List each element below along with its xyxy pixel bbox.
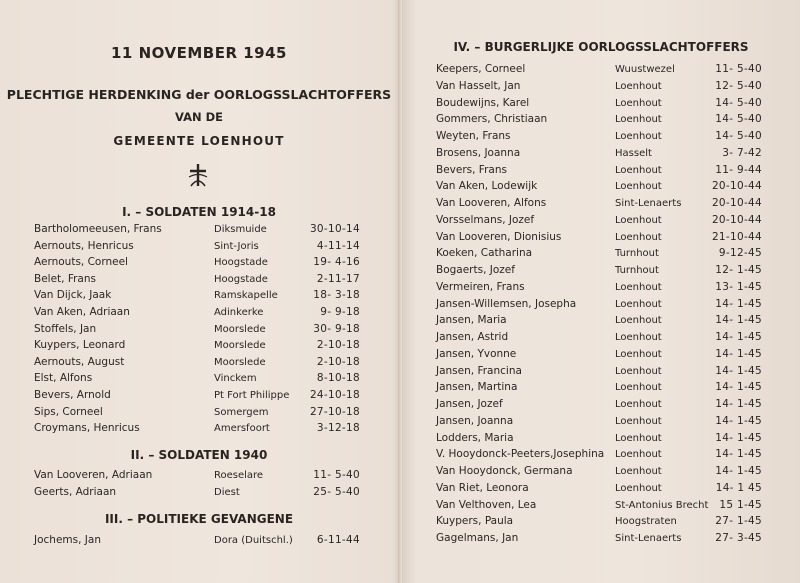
list-row: [402, 513, 800, 530]
list-row: [402, 245, 800, 262]
place-name: Turnhout: [615, 248, 659, 260]
person-name: Jansen, Francina: [436, 364, 522, 377]
person-name: Sips, Corneel: [34, 405, 103, 418]
person-name: Van Looveren, Alfons: [436, 197, 547, 209]
section-title-burgerlijke: IV. – BURGERLIJKE OORLOGSSLACHTOFFERS: [453, 40, 749, 54]
death-date: 14- 5-40: [715, 96, 762, 109]
place-name: Loenhout: [615, 315, 662, 327]
death-date: 4-11-14: [316, 239, 360, 252]
death-date: 27-10-18: [309, 405, 360, 418]
list-row: [0, 238, 398, 255]
death-date: 6-11-44: [316, 534, 360, 546]
death-date: 15 1-45: [719, 498, 762, 511]
death-date: 11- 5-40: [313, 469, 360, 481]
list-row: [402, 128, 800, 145]
death-date: 12- 5-40: [715, 79, 762, 92]
death-date: 13- 1-45: [715, 280, 762, 293]
death-date: 3- 7-42: [722, 146, 762, 159]
person-name: Jansen, Maria: [436, 314, 507, 327]
death-date: 27- 3-45: [715, 532, 762, 544]
card-date: 11 NOVEMBER 1945: [111, 44, 287, 62]
person-name: Geerts, Adriaan: [34, 485, 117, 498]
place-name: Loenhout: [615, 214, 662, 226]
place-name: Sint-Lenaerts: [615, 198, 682, 209]
list-row: [402, 78, 800, 95]
person-name: Bevers, Frans: [436, 163, 507, 176]
death-date: 30-10-14: [309, 223, 360, 235]
list-row: [402, 413, 800, 430]
person-name: V. Hooydonck-Peeters,Josephina: [436, 448, 605, 461]
death-date: 3-12-18: [316, 422, 360, 435]
list-row: [402, 262, 800, 279]
person-name: Van Looveren, Dionisius: [436, 230, 562, 243]
person-name: Koeken, Catharina: [436, 247, 533, 260]
place-name: Moorslede: [214, 323, 266, 335]
list-row: [0, 271, 398, 288]
death-date: 20-10-44: [711, 180, 762, 193]
list-row: [402, 530, 800, 547]
place-name: Hoogstraten: [615, 516, 677, 528]
list-row: [0, 321, 398, 338]
death-date: 30- 9-18: [313, 322, 360, 335]
place-name: Loenhout: [615, 97, 662, 109]
place-name: Loenhout: [615, 281, 662, 293]
person-name: Van Hooydonck, Germana: [436, 465, 573, 477]
death-date: 14- 1-45: [715, 364, 762, 377]
place-name: Wuustwezel: [615, 64, 675, 75]
list-row: [402, 396, 800, 413]
death-date: 14- 1-45: [715, 331, 762, 343]
left-page: [0, 0, 398, 583]
person-name: Van Dijck, Jaak: [34, 289, 112, 302]
list-row: [0, 354, 398, 371]
municipality-title: GEMEENTE LOENHOUT: [113, 134, 285, 148]
death-date: 18- 3-18: [313, 289, 360, 302]
death-date: 14- 5-40: [715, 113, 762, 126]
person-name: Aernouts, August: [34, 355, 125, 368]
list-row: [402, 95, 800, 112]
death-date: 8-10-18: [316, 372, 360, 385]
list-row: [402, 178, 800, 195]
list-row: [0, 337, 398, 354]
death-date: 14- 5-40: [715, 130, 762, 142]
person-name: Bevers, Arnold: [34, 389, 111, 401]
death-date: 2-10-18: [316, 339, 360, 352]
person-name: Belet, Frans: [34, 272, 96, 285]
list-row: [402, 430, 800, 447]
person-name: Jansen-Willemsen, Josepha: [436, 297, 577, 310]
person-name: Kuypers, Leonard: [34, 339, 126, 352]
list-row: [402, 346, 800, 363]
list-row: [402, 497, 800, 514]
death-date: 20-10-44: [711, 197, 762, 209]
place-name: Loenhout: [615, 348, 662, 360]
list-row: [402, 463, 800, 480]
person-name: Jansen, Joanna: [436, 414, 514, 427]
place-name: Roeselare: [214, 470, 264, 481]
place-name: Loenhout: [615, 114, 662, 126]
place-name: Loenhout: [615, 365, 662, 377]
place-name: Loenhout: [615, 399, 662, 410]
place-name: Moorslede: [214, 340, 266, 352]
person-name: Kuypers, Paula: [436, 515, 514, 528]
person-name: Jansen, Martina: [436, 381, 518, 394]
person-name: Van Aken, Adriaan: [34, 306, 130, 318]
place-name: Dora (Duitschl.): [214, 535, 293, 546]
place-name: Diest: [214, 486, 240, 498]
death-date: 12- 1-45: [715, 264, 762, 276]
person-name: Aernouts, Henricus: [34, 239, 134, 252]
list-row: [0, 532, 398, 549]
right-page: [402, 0, 800, 583]
section-title-soldaten-1940: II. – SOLDATEN 1940: [130, 448, 268, 462]
list-row: [402, 162, 800, 179]
death-date: 14- 1-45: [715, 297, 762, 310]
list-row: [402, 61, 800, 78]
card-subtitle: VAN DE: [174, 110, 224, 124]
person-name: Van Riet, Leonora: [436, 481, 529, 494]
list-row: [0, 484, 398, 501]
list-row: [402, 379, 800, 396]
death-date: 14- 1-45: [715, 448, 762, 461]
place-name: St-Antonius Brecht: [615, 499, 709, 511]
place-name: Hoogstade: [214, 273, 268, 285]
list-row: [402, 480, 800, 497]
list-row: [402, 229, 800, 246]
section-title-politieke: III. – POLITIEKE GEVANGENE: [104, 512, 294, 526]
death-date: 21-10-44: [711, 230, 762, 243]
place-name: Loenhout: [615, 164, 662, 176]
place-name: Loenhout: [615, 415, 662, 427]
person-name: Vorsselmans, Jozef: [436, 213, 535, 226]
place-name: Moorslede: [214, 356, 266, 368]
place-name: Turnhout: [615, 265, 659, 276]
person-name: Keepers, Corneel: [436, 63, 526, 75]
person-name: Elst, Alfons: [34, 372, 93, 385]
death-date: 14- 1-45: [715, 431, 762, 444]
person-name: Brosens, Joanna: [436, 146, 521, 159]
list-row: [402, 145, 800, 162]
death-date: 14- 1-45: [715, 347, 762, 360]
place-name: Loenhout: [615, 332, 662, 343]
death-date: 14- 1 45: [715, 481, 762, 494]
place-name: Loenhout: [615, 449, 662, 461]
place-name: Sint-Lenaerts: [615, 533, 682, 544]
place-name: Somergem: [214, 406, 269, 418]
list-row: [402, 363, 800, 380]
place-name: Vinckem: [214, 373, 257, 385]
person-name: Gagelmans, Jan: [436, 532, 519, 544]
death-date: 14- 1-45: [715, 414, 762, 427]
death-date: 9-12-45: [718, 247, 762, 260]
section-title-soldaten-1914: I. – SOLDATEN 1914-18: [122, 205, 276, 219]
person-name: Van Hasselt, Jan: [436, 79, 521, 92]
place-name: Loenhout: [615, 482, 662, 494]
list-row: [402, 312, 800, 329]
death-date: 14- 1-45: [715, 465, 762, 477]
person-name: Boudewijns, Karel: [436, 96, 530, 109]
list-row: [0, 387, 398, 404]
place-name: Sint-Joris: [214, 240, 259, 252]
person-name: Bogaerts, Jozef: [436, 264, 515, 276]
death-date: 11- 9-44: [715, 163, 762, 176]
list-row: [0, 370, 398, 387]
person-name: Van Aken, Lodewijk: [436, 180, 538, 193]
death-date: 14- 1-45: [715, 381, 762, 394]
person-name: Gommers, Christiaan: [436, 113, 548, 126]
list-row: [0, 221, 398, 238]
place-name: Loenhout: [615, 432, 662, 444]
list-row: [0, 304, 398, 321]
place-name: Loenhout: [615, 231, 662, 243]
list-row: [0, 254, 398, 271]
cross-emblem-icon: [185, 162, 211, 188]
place-name: Ramskapelle: [214, 290, 278, 302]
person-name: Van Velthoven, Lea: [436, 498, 537, 511]
list-row: [0, 404, 398, 421]
person-name: Jansen, Jozef: [436, 398, 503, 410]
list-row: [402, 212, 800, 229]
list-row: [402, 111, 800, 128]
list-row: [0, 420, 398, 437]
person-name: Aernouts, Corneel: [34, 256, 128, 269]
list-row: [402, 329, 800, 346]
list-row: [402, 446, 800, 463]
place-name: Pt Fort Philippe: [214, 390, 290, 401]
place-name: Loenhout: [615, 80, 662, 92]
place-name: Diksmuide: [214, 224, 267, 235]
list-row: [0, 467, 398, 484]
death-date: 24-10-18: [309, 389, 360, 401]
person-name: Vermeiren, Frans: [436, 280, 525, 293]
person-name: Stoffels, Jan: [34, 322, 97, 335]
place-name: Hasselt: [615, 147, 652, 159]
death-date: 25- 5-40: [313, 485, 360, 498]
death-date: 9- 9-18: [320, 306, 360, 318]
place-name: Adinkerke: [214, 307, 264, 318]
death-date: 14- 1-45: [715, 398, 762, 410]
list-row: [402, 195, 800, 212]
place-name: Hoogstade: [214, 257, 268, 269]
person-name: Jochems, Jan: [34, 534, 101, 546]
person-name: Croymans, Henricus: [34, 422, 140, 435]
place-name: Loenhout: [615, 131, 662, 142]
person-name: Jansen, Astrid: [436, 331, 509, 343]
place-name: Amersfoort: [214, 423, 270, 435]
person-name: Bartholomeeusen, Frans: [34, 223, 162, 235]
list-row: [402, 279, 800, 296]
card-title: PLECHTIGE HERDENKING der OORLOGSSLACHTOFFERS: [6, 87, 392, 102]
list-row: [402, 296, 800, 313]
death-date: 27- 1-45: [715, 515, 762, 528]
death-date: 11- 5-40: [715, 63, 762, 75]
death-date: 2-11-17: [316, 272, 360, 285]
death-date: 14- 1-45: [715, 314, 762, 327]
place-name: Loenhout: [615, 181, 662, 193]
person-name: Jansen, Yvonne: [436, 347, 517, 360]
place-name: Loenhout: [615, 466, 662, 477]
place-name: Loenhout: [615, 382, 662, 394]
death-date: 19- 4-16: [313, 256, 360, 269]
death-date: 20-10-44: [711, 213, 762, 226]
death-date: 2-10-18: [316, 355, 360, 368]
person-name: Van Looveren, Adriaan: [34, 469, 153, 481]
place-name: Loenhout: [615, 298, 662, 310]
list-row: [0, 287, 398, 304]
person-name: Lodders, Maria: [436, 431, 514, 444]
person-name: Weyten, Frans: [436, 130, 511, 142]
